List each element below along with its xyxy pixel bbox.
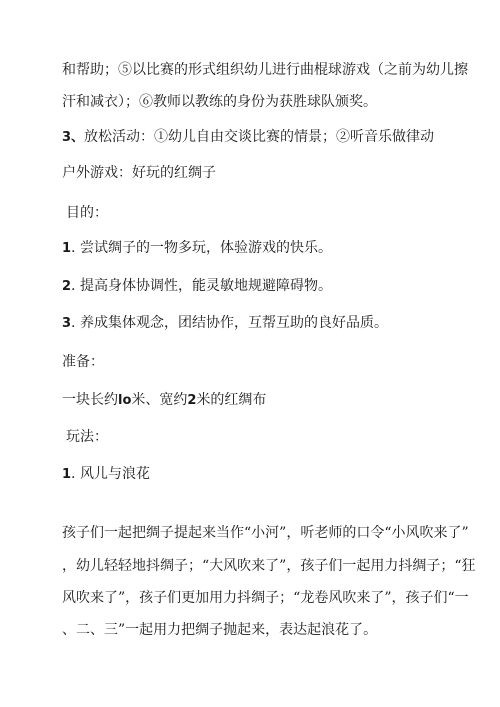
prep-text-part: 米的红绸布 [196,392,267,408]
goal-item-1 [62,238,482,259]
body-line: 风吹来了”，孩子们更加用力抖绸子；“龙卷风吹来了”，孩子们“一 [62,590,469,606]
prep-text-part: 一块长约 [62,392,118,408]
play-heading: 玩法： [66,429,108,445]
relax-activity-text: 放松活动：①幼儿自由交谈比赛的情景；②听音乐做律动 [84,129,435,145]
body-line: 、二、三”一起用力把绸子抛起来，表达起浪花了。 [62,622,378,638]
paragraph-line: 汗和减衣）；⑥教师以教练的身份为获胜球队颁奖。 [62,94,377,110]
prep-text-part: 米、宽约 [131,392,188,408]
prep-text [62,390,482,411]
play-item-1 [62,464,482,485]
item-text: . 养成集体观念，团结协作，互帮互助的良好品质。 [71,315,388,331]
item-number: 1 [62,467,72,482]
relax-activity-line [62,127,482,148]
prep-number: lo [118,393,132,408]
item-text: . 提高身体协调性，能灵敏地规避障碍物。 [71,278,332,294]
goal-heading: 目的： [66,205,108,221]
goal-item-2 [62,276,482,297]
item-number: 3 [62,316,72,331]
item-text: . 风儿与浪花 [71,466,150,482]
paragraph-line: 和帮助；⑤以比赛的形式组织幼儿进行曲棍球游戏（之前为幼儿擦 [62,62,468,78]
item-text: . 尝试绸子的一物多玩，体验游戏的快乐。 [71,240,332,256]
section-number: 3、 [62,130,85,145]
body-line: ，幼儿轻轻地抖绸子；“大风吹来了”，孩子们一起用力抖绸子；“狂 [62,558,476,574]
prep-heading: 准备： [62,354,104,370]
prep-number: 2 [187,393,197,408]
outdoor-game-title: 户外游戏：好玩的红绸子 [62,165,216,181]
body-line: 孩子们一起把绸子提起来当作“小河”，听老师的口令“小风吹来了” [62,525,469,541]
item-number: 1 [62,241,72,256]
goal-item-3 [62,313,482,334]
item-number: 2 [62,279,72,294]
